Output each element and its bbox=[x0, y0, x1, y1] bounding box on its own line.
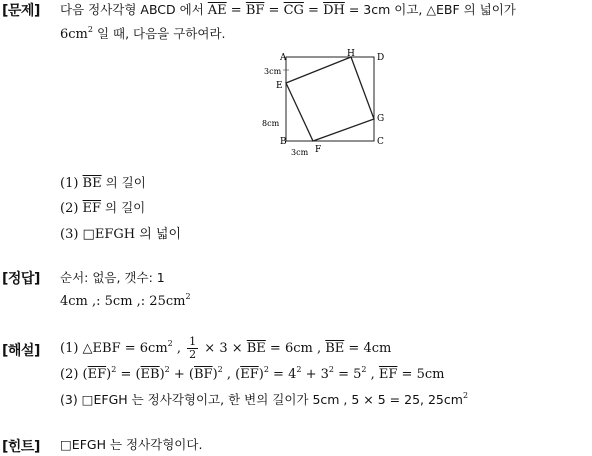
label-f: F bbox=[315, 145, 322, 155]
exp-text: , bbox=[366, 367, 379, 382]
question-2 bbox=[60, 199, 145, 218]
q1-text: 의 길이 bbox=[101, 175, 146, 190]
exp-text: × 3 × bbox=[200, 341, 247, 356]
dim-be: 8cm bbox=[262, 119, 280, 128]
square-abcd bbox=[286, 57, 374, 141]
exponent: 2 bbox=[87, 25, 93, 34]
segment-eb: $\overline{EB}$ bbox=[140, 367, 160, 382]
label-a: A bbox=[280, 53, 287, 63]
exp-text: = 6cm , bbox=[265, 341, 326, 356]
q2-number: (2) bbox=[60, 201, 83, 216]
segment-ef: $\overline{EF}$ bbox=[87, 367, 107, 382]
answer-line-1: 순서: 없음, 갯수: 1 bbox=[60, 270, 165, 285]
denominator: 2 bbox=[189, 348, 197, 361]
question-1 bbox=[60, 174, 146, 193]
exponent: 2 bbox=[167, 339, 173, 348]
exponent: 2 bbox=[263, 365, 269, 374]
explanation-line-3 bbox=[60, 391, 468, 410]
area-value: 6cm bbox=[60, 27, 88, 42]
exponent: 2 bbox=[217, 365, 223, 374]
exp-text: ) bbox=[212, 367, 218, 382]
label-e: E bbox=[276, 81, 283, 91]
dim-bf: 3cm bbox=[291, 148, 309, 157]
exp-text: (1) △EBF = 6cm bbox=[60, 341, 168, 356]
segment-be: $\overline{BE}$ bbox=[246, 341, 266, 356]
explanation-line-2 bbox=[60, 366, 444, 384]
fraction-half bbox=[187, 336, 198, 361]
q1-number: (1) bbox=[60, 176, 83, 191]
hint-text: □EFGH 는 정사각형이다. bbox=[60, 437, 203, 452]
exp-text: , ( bbox=[222, 367, 241, 382]
dim-ae: 3cm bbox=[264, 67, 282, 76]
square-figure bbox=[258, 48, 398, 158]
answer-line-2 bbox=[60, 293, 191, 311]
exponent: 2 bbox=[328, 365, 334, 374]
question-3 bbox=[60, 226, 181, 244]
exp-text: + ( bbox=[169, 367, 194, 382]
exponent: 2 bbox=[111, 365, 117, 374]
exponent: 2 bbox=[296, 365, 302, 374]
problem-text: 일 때, 다음을 구하여라. bbox=[92, 26, 226, 41]
label-b: B bbox=[280, 137, 287, 147]
q2-text: 의 길이 bbox=[101, 200, 146, 215]
answer-values: 4cm ,: 5cm ,: 25cm bbox=[60, 294, 186, 309]
explanation-tag: [해설] bbox=[2, 343, 40, 359]
segment-dh: $\overline{DH}$ bbox=[323, 3, 345, 18]
exponent: 2 bbox=[361, 365, 367, 374]
label-c: C bbox=[377, 137, 384, 147]
exponent: 2 bbox=[164, 365, 170, 374]
exponent: 2 bbox=[462, 391, 469, 400]
problem-tag: [문제] bbox=[2, 3, 40, 19]
problem-text-suffix: = 3cm 이고, △EBF 의 넓이가 bbox=[344, 2, 516, 17]
exp-text: (3) □EFGH 는 정사각형이고, 한 변의 길이가 5cm , 5 × 5 = 25, 25cm bbox=[60, 392, 463, 407]
exp-text: = ( bbox=[116, 367, 141, 382]
label-h: H bbox=[347, 49, 355, 59]
exp-text: + 3 bbox=[301, 367, 329, 382]
label-d: D bbox=[377, 53, 385, 63]
label-g: G bbox=[377, 114, 385, 124]
answer-tag: [정답] bbox=[2, 271, 40, 287]
problem-line-2 bbox=[60, 25, 226, 44]
exp-text: = 4cm bbox=[344, 341, 392, 356]
problem-line-1: 다음 정사각형 ABCD 에서 $\overline{AE} = \overline{BF} = \overline{CG} = \overline{DH} = 3cm$ 이고, △EBF 의 넓이가 bbox=[60, 2, 516, 18]
exp-text: ) bbox=[258, 367, 264, 382]
segment-ef: $\overline{EF}$ bbox=[240, 367, 259, 382]
segment-be: $\overline{BE}$ bbox=[325, 341, 345, 356]
segment-be: $\overline{BE}$ bbox=[82, 176, 102, 191]
exp-text: = 5cm bbox=[397, 367, 445, 382]
exp-text: = 4 bbox=[268, 367, 297, 382]
segment-cg: $\overline{CG}$ bbox=[283, 3, 304, 18]
segment-bf: $\overline{BF}$ bbox=[194, 367, 213, 382]
exp-text: , bbox=[172, 341, 186, 356]
exp-text: ) bbox=[159, 367, 165, 382]
segment-ae: $\overline{AE}$ bbox=[207, 3, 227, 18]
exp-text: (2) ( bbox=[60, 367, 88, 382]
segment-ef: $\overline{EF}$ bbox=[82, 201, 102, 216]
problem-text: 다음 정사각형 ABCD 에서 bbox=[60, 2, 208, 17]
square-efgh bbox=[286, 57, 374, 141]
exp-text: ) bbox=[106, 367, 112, 382]
exponent: 2 bbox=[185, 292, 191, 301]
hint-tag: [힌트] bbox=[2, 439, 40, 455]
segment-ef: $\overline{EF}$ bbox=[378, 367, 398, 382]
q3-text: (3) □EFGH 의 넓이 bbox=[60, 227, 181, 242]
numerator: 1 bbox=[189, 335, 197, 348]
exp-text: = 5 bbox=[333, 367, 362, 382]
explanation-line-1 bbox=[60, 336, 391, 362]
segment-bf: $\overline{BF}$ bbox=[245, 3, 265, 18]
